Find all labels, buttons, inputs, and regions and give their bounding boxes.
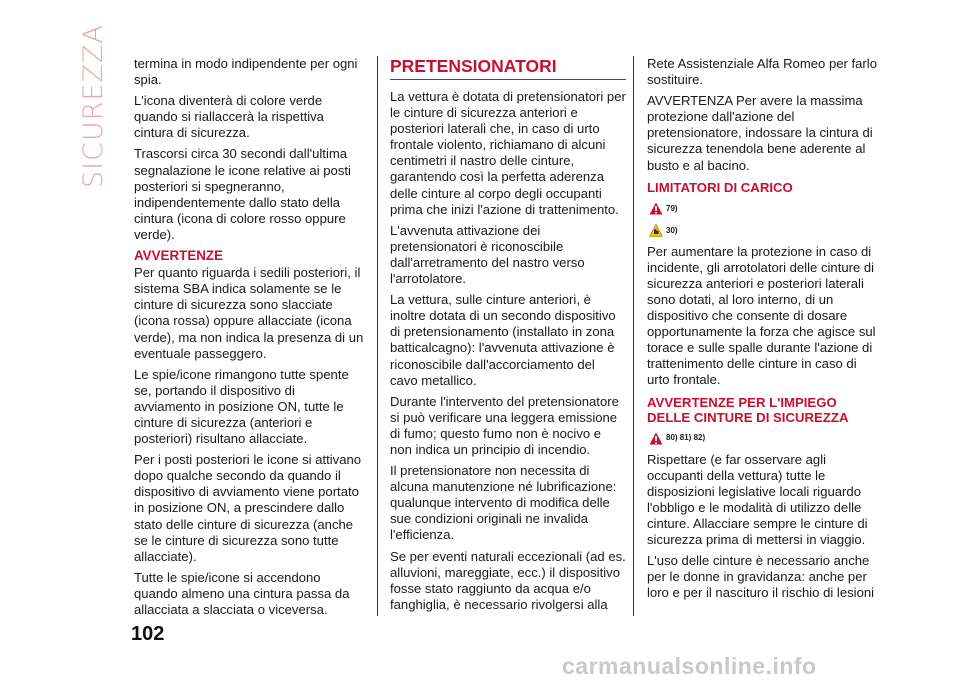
warnings-heading: AVVERTENZE <box>134 248 224 264</box>
paragraph: La vettura è dotata di pretensionatori per le cinture di sicurezza anteriori e posteriori laterali che, in caso di urto frontale violento, richiamano di alcuni centimetri il nastro delle cinture, garantendo così la perfetta aderenza delle cinture al corpo degli occupanti prima che inizi l'azione di trattenimento. <box>390 89 626 217</box>
paragraph: L'icona diventerà di colore verde quando si riallaccerà la rispettiva cintura di sicurezza. <box>134 93 324 141</box>
notice-hand-icon <box>649 224 663 237</box>
notice-ref-label: 30) <box>666 225 678 235</box>
column-left <box>134 56 364 623</box>
paragraph: Trascorsi circa 30 secondi dall'ultima segnalazione le icone relative ai posti posteriori si spegneranno, indipendentemente dallo stato della cintura (icona di colore rosso oppure verde). <box>134 146 351 242</box>
warning-reference <box>649 200 879 218</box>
warning-reference <box>649 430 879 448</box>
paragraph: Tutte le spie/icone si accendono quando almeno una cintura passa da allacciata a slacciata o viceversa. <box>134 569 350 617</box>
warning-triangle-icon <box>649 202 663 215</box>
paragraph: L'uso delle cinture è necessario anche per le donne in gravidanza: anche per loro e per il nascituro il rischio di lesioni <box>647 553 875 601</box>
subsection-heading: LIMITATORI DI CARICO <box>647 179 793 195</box>
paragraph: Rete Assistenziale Alfa Romeo per farlo sostituire. <box>647 56 877 88</box>
warning-ref-label: 79) <box>666 203 678 213</box>
notice-reference <box>649 222 879 240</box>
page-number: 102 <box>131 623 165 645</box>
column-right <box>647 56 879 606</box>
warning-triangle-icon <box>649 432 663 445</box>
section-tab-label: SICUREZZA <box>78 24 109 188</box>
paragraph: La vettura, sulle cinture anteriori, è inoltre dotata di un secondo dispositivo di pretensionamento (installato in zona batticalcagno): l'avvenuta attivazione è riconoscibile dall'accorciamento del cavo metallico. <box>390 292 616 388</box>
paragraph: Le spie/icone rimangono tutte spente se, portando il dispositivo di avviamento in posizione ON, tutte le cinture di sicurezza (anteriori e posteriori) risultano allacciate. <box>134 366 349 447</box>
column-middle <box>390 56 626 618</box>
paragraph: L'avvenuta attivazione dei pretensionatori è riconoscibile dall'arretramento del nastro verso l'arrotolatore. <box>390 222 585 287</box>
column-divider <box>633 56 634 616</box>
section-heading: PRETENSIONATORI <box>390 56 626 80</box>
paragraph: Rispettare (e far osservare agli occupanti della vettura) tutte le disposizioni legislative locali riguardo l'obbligo e le modalità di utilizzo delle cinture. Allacciare sempre le cinture di sicurezza prima di mettersi in viaggio. <box>647 451 868 547</box>
section-tab <box>78 24 118 188</box>
watermark: carmanualsonline.info <box>562 653 817 679</box>
paragraph: termina in modo indipendente per ogni spia. <box>134 56 358 88</box>
warning-ref-label: 80) 81) 82) <box>666 433 706 443</box>
paragraph: Per i posti posteriori le icone si attivano dopo qualche secondo da quando il dispositivo di avviamento viene portato in posizione ON, a prescindere dallo stato delle cinture di sicurezza (anche se le cinture di sicurezza sono tutte allacciate). <box>134 452 362 564</box>
subsection-heading: AVVERTENZE PER L'IMPIEGO DELLE CINTURE DI SICUREZZA <box>647 394 849 425</box>
paragraph: AVVERTENZA Per avere la massima protezione dall'azione del pretensionatore, indossare la cintura di sicurezza tenendola bene aderente al busto e al bacino. <box>647 93 873 173</box>
paragraph: Per aumentare la protezione in caso di incidente, gli arrotolatori delle cinture di sicurezza anteriori e posteriori laterali sono dotati, al loro interno, di un dispositivo che consente di dosare opportunamente la forza che agisce sul torace e sulle spalle durante l'azione di trattenimento delle cinture in caso di urto frontale. <box>647 243 876 388</box>
paragraph: Per quanto riguarda i sedili posteriori, il sistema SBA indica solamente se le cinture di sicurezza sono slacciate (icona rossa) oppure allacciate (icona verde), ma non indica la presenza di un eventuale passeggero. <box>134 265 364 361</box>
paragraph: Il pretensionatore non necessita di alcuna manutenzione né lubrificazione: qualunque intervento di modifica delle sue condizioni originali ne invalida l'efficienza. <box>390 463 617 543</box>
column-divider <box>377 56 378 616</box>
paragraph: Durante l'intervento del pretensionatore si può verificare una leggera emissione di fumo; questo fumo non è nocivo e non indica un principio di incendio. <box>390 393 619 457</box>
paragraph: Se per eventi naturali eccezionali (ad es. alluvioni, mareggiate, ecc.) il dispositivo fosse stato raggiunto da acqua e/o fanghiglia, è necessario rivolgersi alla <box>390 548 626 612</box>
